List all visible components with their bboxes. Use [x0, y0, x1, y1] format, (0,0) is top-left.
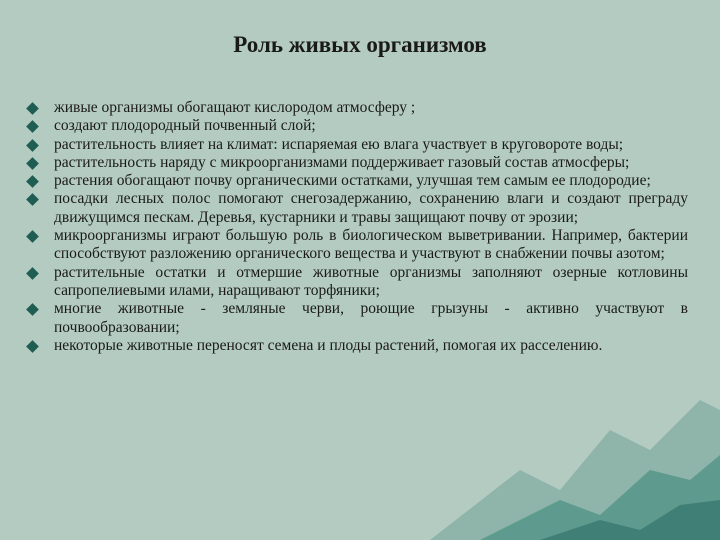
- list-item: [26, 154, 688, 172]
- diamond-bullet-icon: [26, 102, 39, 115]
- list-item: [26, 136, 688, 154]
- list-item: [26, 300, 688, 337]
- list-item: [26, 190, 688, 227]
- list-item: [26, 172, 688, 190]
- item-text: создают плодородный почвенный слой;: [54, 117, 316, 135]
- item-text: многие животные - земляные черви, роющие грызуны - активно участвуют в почвообразовании;: [54, 300, 688, 336]
- list-item: [26, 99, 688, 117]
- item-text: живые организмы обогащают кислородом атмосферу ;: [54, 99, 416, 116]
- list-item: [26, 227, 688, 264]
- item-text: растения обогащают почву органическими остатками, улучшая тем самым ее плодородие;: [54, 172, 651, 190]
- diamond-bullet-icon: [26, 230, 39, 243]
- diamond-bullet-icon: [26, 120, 39, 133]
- item-text: микроорганизмы играют большую роль в биологическом выветривании. Например, бактерии способствуют разложению органического вещества и участвуют в снабжении почвы азотом;: [54, 227, 688, 263]
- item-text: растительность влияет на климат: испаряемая ею влага участвует в круговороте воды;: [54, 135, 624, 153]
- item-text: некоторые животные переносят семена и плоды растений, помогая их расселению.: [54, 336, 603, 354]
- slide-title: Роль живых организмов: [233, 32, 487, 57]
- diamond-bullet-icon: [26, 175, 39, 188]
- diamond-bullet-icon: [26, 194, 39, 207]
- item-text: растительность наряду с микроорганизмами поддерживает газовый состав атмосферы;: [54, 153, 630, 171]
- list-item: [26, 337, 688, 355]
- bullet-list: [26, 99, 688, 355]
- list-item: [26, 264, 688, 301]
- item-text: растительные остатки и отмершие животные организмы заполняют озерные котловины сапропелиевыми илами, наращивают торфяники;: [54, 263, 688, 299]
- diamond-bullet-icon: [26, 340, 39, 353]
- diamond-bullet-icon: [26, 157, 39, 170]
- diamond-bullet-icon: [26, 267, 39, 280]
- item-text: посадки лесных полос помогают снегозадержанию, сохранению влаги и создают преграду движущимся пескам. Деревья, кустарники и травы защищают почву от эрозии;: [54, 190, 688, 226]
- list-item: [26, 117, 688, 135]
- diamond-bullet-icon: [26, 303, 39, 316]
- diamond-bullet-icon: [26, 139, 39, 152]
